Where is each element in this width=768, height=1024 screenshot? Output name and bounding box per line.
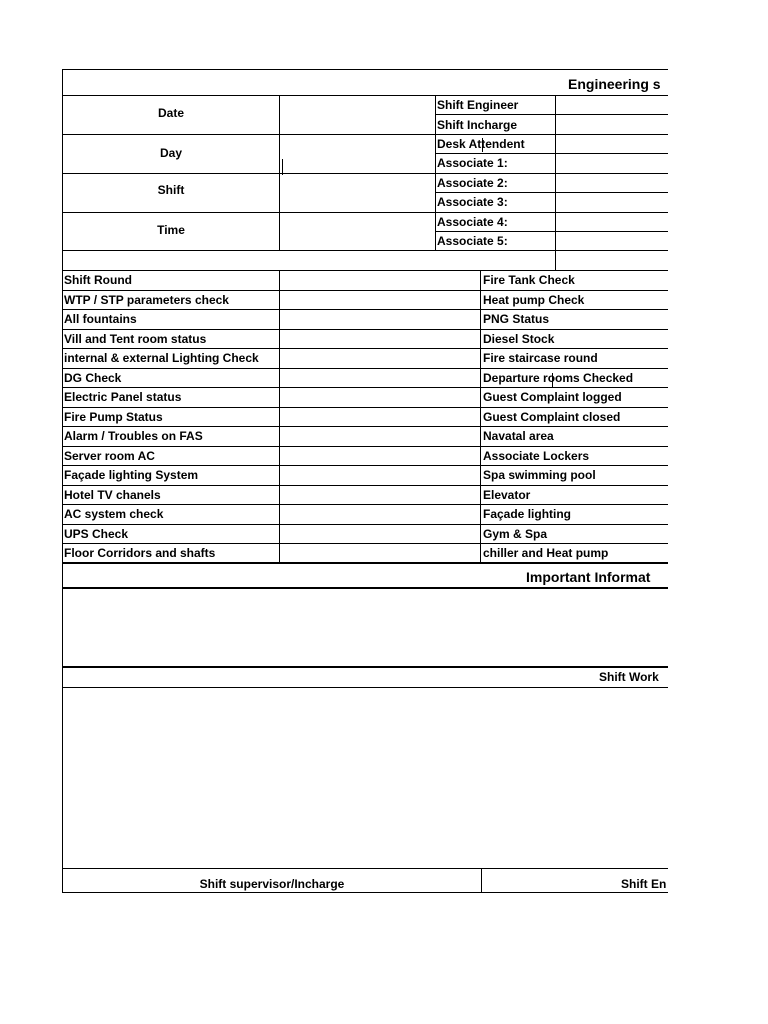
checklist-right-item: Guest Complaint closed [483,410,621,424]
shift-work-title: Shift Work [599,670,659,684]
time-label: Time [157,223,185,237]
checklist-left-item: Façade lighting System [64,468,199,482]
staff-label-associate-3: Associate 3: [437,195,508,209]
checklist-left-status-cell[interactable] [280,427,480,446]
footer-divider [481,868,482,893]
sheet-title: Engineering s [568,76,661,92]
staff-line-7 [435,231,668,232]
checklist-left-status-cell[interactable] [280,408,480,427]
checklist-right-item: Departure rooms Checked [483,371,634,385]
checklist-right-item: Guest Complaint logged [483,390,622,404]
shift-work-top-line [62,666,668,668]
checklist-right-item: Heat pump Check [483,293,585,307]
staff-label-associate-2: Associate 2: [437,176,508,190]
footer-top-line [62,868,668,869]
staff-line-5 [435,192,668,193]
sheet-top-border [62,69,668,70]
checklist-right-item: Gym & Spa [483,527,548,541]
staff-line-6 [435,212,668,213]
footer-shift-supervisor-label: Shift supervisor/Incharge [199,877,345,891]
staff-line-4 [435,173,668,174]
staff-label-shift-incharge: Shift Incharge [437,118,518,132]
staff-line-1 [435,114,668,115]
checklist-right-item: Diesel Stock [483,332,555,346]
header-bottom-line [62,250,668,251]
staff-label-associate-5: Associate 5: [437,234,508,248]
checklist-left-item: Floor Corridors and shafts [64,546,216,560]
checklist-left-status-cell[interactable] [280,291,480,310]
important-info-area[interactable] [63,590,668,666]
checklist-left-status-cell[interactable] [280,349,480,368]
checklist-right-item: Fire Tank Check [483,273,575,287]
checklist-left-item: internal & external Lighting Check [64,351,259,365]
checklist-right-item: Navatal area [483,429,554,443]
day-input-cell[interactable] [280,135,435,173]
staff-line-2 [435,134,668,135]
checklist-right-item: Associate Lockers [483,449,590,463]
checklist-right-item: PNG Status [483,312,550,326]
checklist-right-item: Spa swimming pool [483,468,596,482]
checklist-left-item: WTP / STP parameters check [64,293,229,307]
checklist-left-item: UPS Check [64,527,129,541]
checklist-right-item: Elevator [483,488,531,502]
checklist-left-status-cell[interactable] [280,525,480,544]
checklist-left-item: Fire Pump Status [64,410,163,424]
checklist-left-status-cell[interactable] [280,310,480,329]
checklist-left-status-cell[interactable] [280,330,480,349]
checklist-left-item: Server room AC [64,449,155,463]
checklist-left-item: DG Check [64,371,122,385]
staff-label-associate-4: Associate 4: [437,215,508,229]
important-info-top-line [62,562,668,564]
checklist-left-item: Hotel TV chanels [64,488,161,502]
checklist-left-status-cell[interactable] [280,447,480,466]
staff-label-shift-engineer: Shift Engineer [437,98,519,112]
checklist-left-status-cell[interactable] [280,505,480,524]
footer-shift-engineer-label: Shift En [621,877,667,891]
footer-bottom-line [62,892,668,893]
checklist-left-item: Alarm / Troubles on FAS [64,429,203,443]
checklist-left-status-cell[interactable] [280,271,480,290]
checklist-left-status-cell[interactable] [280,369,480,388]
checklist-left-item: All fountains [64,312,137,326]
checklist-left-item: Electric Panel status [64,390,182,404]
checklist-right-item: Fire staircase round [483,351,598,365]
checklist-left-status-cell[interactable] [280,466,480,485]
date-label: Date [157,106,184,120]
checklist-left-item: Shift Round [64,273,132,287]
checklist-left-status-cell[interactable] [280,544,480,563]
checklist-left-item: AC system check [64,507,164,521]
day-label: Day [159,146,182,160]
checklist-left-item: Vill and Tent room status [64,332,207,346]
shift-work-area[interactable] [63,688,668,867]
checklist-divider-2 [480,270,481,563]
checklist-right-item: Façade lighting [483,507,572,521]
shift-label: Shift [157,183,185,197]
checklist-left-status-cell[interactable] [280,388,480,407]
staff-line-3 [435,153,668,154]
important-info-title: Important Informat [526,569,651,585]
header-divider-3 [555,95,556,271]
date-input-cell[interactable] [280,96,435,134]
checklist-right-item: chiller and Heat pump [483,546,609,560]
shift-input-cell[interactable] [280,174,435,212]
important-info-header-line [62,587,668,589]
time-input-cell[interactable] [280,213,435,250]
staff-label-desk-attendent: Desk Attendent [437,137,525,151]
staff-label-associate-1: Associate 1: [437,156,508,170]
checklist-left-status-cell[interactable] [280,486,480,505]
